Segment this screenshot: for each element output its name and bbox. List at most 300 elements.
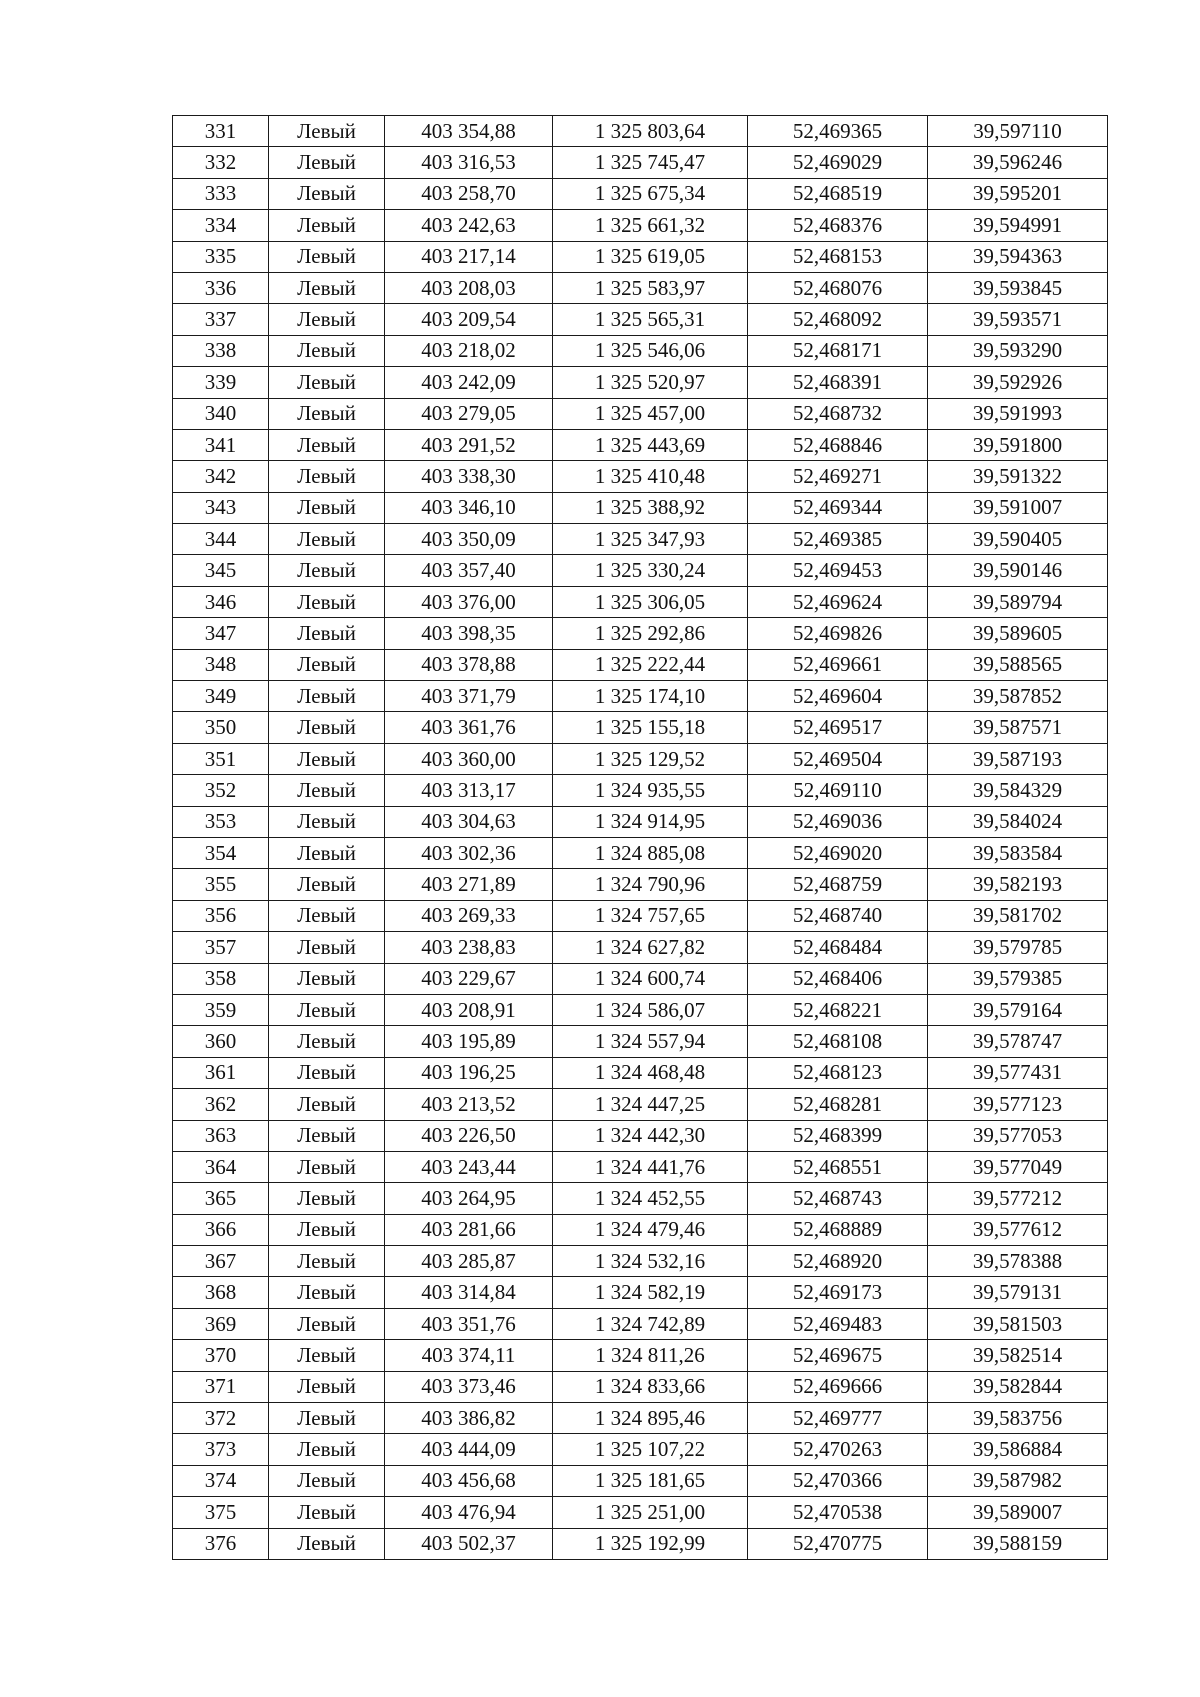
table-row bbox=[173, 1434, 1108, 1465]
x-coordinate-cell: 403 376,00 bbox=[385, 586, 553, 617]
side-cell: Левый bbox=[269, 963, 385, 994]
table-row bbox=[173, 1465, 1108, 1496]
point-number-cell: 349 bbox=[173, 681, 269, 712]
longitude-cell: 39,593571 bbox=[928, 304, 1108, 335]
latitude-cell: 52,469385 bbox=[748, 524, 928, 555]
x-coordinate-cell: 403 350,09 bbox=[385, 524, 553, 555]
y-coordinate-cell: 1 325 619,05 bbox=[553, 241, 748, 272]
table-row bbox=[173, 932, 1108, 963]
point-number-cell: 355 bbox=[173, 869, 269, 900]
point-number-cell: 335 bbox=[173, 241, 269, 272]
x-coordinate-cell: 403 213,52 bbox=[385, 1089, 553, 1120]
x-coordinate-cell: 403 314,84 bbox=[385, 1277, 553, 1308]
x-coordinate-cell: 403 304,63 bbox=[385, 806, 553, 837]
side-cell: Левый bbox=[269, 712, 385, 743]
x-coordinate-cell: 403 229,67 bbox=[385, 963, 553, 994]
x-coordinate-cell: 403 242,63 bbox=[385, 210, 553, 241]
side-cell: Левый bbox=[269, 1057, 385, 1088]
point-number-cell: 341 bbox=[173, 429, 269, 460]
longitude-cell: 39,590146 bbox=[928, 555, 1108, 586]
point-number-cell: 362 bbox=[173, 1089, 269, 1120]
y-coordinate-cell: 1 325 174,10 bbox=[553, 681, 748, 712]
point-number-cell: 374 bbox=[173, 1465, 269, 1496]
table-row bbox=[173, 272, 1108, 303]
side-cell: Левый bbox=[269, 178, 385, 209]
side-cell: Левый bbox=[269, 1465, 385, 1496]
side-cell: Левый bbox=[269, 304, 385, 335]
y-coordinate-cell: 1 325 129,52 bbox=[553, 743, 748, 774]
side-cell: Левый bbox=[269, 743, 385, 774]
table-row bbox=[173, 743, 1108, 774]
y-coordinate-cell: 1 325 292,86 bbox=[553, 618, 748, 649]
y-coordinate-cell: 1 324 627,82 bbox=[553, 932, 748, 963]
y-coordinate-cell: 1 324 833,66 bbox=[553, 1371, 748, 1402]
y-coordinate-cell: 1 324 600,74 bbox=[553, 963, 748, 994]
y-coordinate-cell: 1 324 582,19 bbox=[553, 1277, 748, 1308]
latitude-cell: 52,468123 bbox=[748, 1057, 928, 1088]
x-coordinate-cell: 403 351,76 bbox=[385, 1308, 553, 1339]
table-row bbox=[173, 367, 1108, 398]
y-coordinate-cell: 1 325 181,65 bbox=[553, 1465, 748, 1496]
y-coordinate-cell: 1 324 895,46 bbox=[553, 1403, 748, 1434]
y-coordinate-cell: 1 325 222,44 bbox=[553, 649, 748, 680]
longitude-cell: 39,579385 bbox=[928, 963, 1108, 994]
y-coordinate-cell: 1 325 661,32 bbox=[553, 210, 748, 241]
table-row bbox=[173, 775, 1108, 806]
coordinates-table bbox=[172, 115, 1108, 1560]
x-coordinate-cell: 403 456,68 bbox=[385, 1465, 553, 1496]
table-row bbox=[173, 304, 1108, 335]
longitude-cell: 39,577053 bbox=[928, 1120, 1108, 1151]
latitude-cell: 52,469453 bbox=[748, 555, 928, 586]
point-number-cell: 366 bbox=[173, 1214, 269, 1245]
point-number-cell: 370 bbox=[173, 1340, 269, 1371]
point-number-cell: 371 bbox=[173, 1371, 269, 1402]
longitude-cell: 39,587193 bbox=[928, 743, 1108, 774]
latitude-cell: 52,469777 bbox=[748, 1403, 928, 1434]
point-number-cell: 354 bbox=[173, 837, 269, 868]
table-row bbox=[173, 837, 1108, 868]
side-cell: Левый bbox=[269, 586, 385, 617]
longitude-cell: 39,586884 bbox=[928, 1434, 1108, 1465]
point-number-cell: 345 bbox=[173, 555, 269, 586]
x-coordinate-cell: 403 291,52 bbox=[385, 429, 553, 460]
longitude-cell: 39,589605 bbox=[928, 618, 1108, 649]
latitude-cell: 52,468153 bbox=[748, 241, 928, 272]
x-coordinate-cell: 403 242,09 bbox=[385, 367, 553, 398]
point-number-cell: 342 bbox=[173, 461, 269, 492]
side-cell: Левый bbox=[269, 869, 385, 900]
x-coordinate-cell: 403 313,17 bbox=[385, 775, 553, 806]
y-coordinate-cell: 1 325 443,69 bbox=[553, 429, 748, 460]
side-cell: Левый bbox=[269, 1026, 385, 1057]
side-cell: Левый bbox=[269, 681, 385, 712]
side-cell: Левый bbox=[269, 1308, 385, 1339]
table-row bbox=[173, 178, 1108, 209]
side-cell: Левый bbox=[269, 1277, 385, 1308]
side-cell: Левый bbox=[269, 116, 385, 147]
longitude-cell: 39,577431 bbox=[928, 1057, 1108, 1088]
y-coordinate-cell: 1 325 583,97 bbox=[553, 272, 748, 303]
table-row bbox=[173, 241, 1108, 272]
y-coordinate-cell: 1 325 306,05 bbox=[553, 586, 748, 617]
point-number-cell: 368 bbox=[173, 1277, 269, 1308]
table-row bbox=[173, 1026, 1108, 1057]
longitude-cell: 39,581702 bbox=[928, 900, 1108, 931]
y-coordinate-cell: 1 325 457,00 bbox=[553, 398, 748, 429]
latitude-cell: 52,468108 bbox=[748, 1026, 928, 1057]
coordinates-table-body bbox=[173, 116, 1108, 1560]
latitude-cell: 52,468740 bbox=[748, 900, 928, 931]
side-cell: Левый bbox=[269, 837, 385, 868]
x-coordinate-cell: 403 238,83 bbox=[385, 932, 553, 963]
x-coordinate-cell: 403 361,76 bbox=[385, 712, 553, 743]
side-cell: Левый bbox=[269, 932, 385, 963]
table-row bbox=[173, 806, 1108, 837]
point-number-cell: 369 bbox=[173, 1308, 269, 1339]
side-cell: Левый bbox=[269, 1089, 385, 1120]
side-cell: Левый bbox=[269, 1403, 385, 1434]
y-coordinate-cell: 1 325 410,48 bbox=[553, 461, 748, 492]
y-coordinate-cell: 1 325 803,64 bbox=[553, 116, 748, 147]
latitude-cell: 52,469604 bbox=[748, 681, 928, 712]
x-coordinate-cell: 403 398,35 bbox=[385, 618, 553, 649]
y-coordinate-cell: 1 325 330,24 bbox=[553, 555, 748, 586]
table-row bbox=[173, 681, 1108, 712]
x-coordinate-cell: 403 302,36 bbox=[385, 837, 553, 868]
point-number-cell: 332 bbox=[173, 147, 269, 178]
y-coordinate-cell: 1 325 251,00 bbox=[553, 1497, 748, 1528]
x-coordinate-cell: 403 346,10 bbox=[385, 492, 553, 523]
x-coordinate-cell: 403 357,40 bbox=[385, 555, 553, 586]
latitude-cell: 52,469675 bbox=[748, 1340, 928, 1371]
side-cell: Левый bbox=[269, 1120, 385, 1151]
longitude-cell: 39,591322 bbox=[928, 461, 1108, 492]
latitude-cell: 52,469365 bbox=[748, 116, 928, 147]
longitude-cell: 39,588159 bbox=[928, 1528, 1108, 1559]
longitude-cell: 39,587852 bbox=[928, 681, 1108, 712]
y-coordinate-cell: 1 324 557,94 bbox=[553, 1026, 748, 1057]
longitude-cell: 39,578388 bbox=[928, 1246, 1108, 1277]
longitude-cell: 39,593290 bbox=[928, 335, 1108, 366]
longitude-cell: 39,582514 bbox=[928, 1340, 1108, 1371]
x-coordinate-cell: 403 271,89 bbox=[385, 869, 553, 900]
longitude-cell: 39,591993 bbox=[928, 398, 1108, 429]
table-row bbox=[173, 429, 1108, 460]
table-row bbox=[173, 618, 1108, 649]
longitude-cell: 39,584024 bbox=[928, 806, 1108, 837]
y-coordinate-cell: 1 325 546,06 bbox=[553, 335, 748, 366]
point-number-cell: 360 bbox=[173, 1026, 269, 1057]
latitude-cell: 52,469624 bbox=[748, 586, 928, 617]
x-coordinate-cell: 403 208,03 bbox=[385, 272, 553, 303]
x-coordinate-cell: 403 217,14 bbox=[385, 241, 553, 272]
latitude-cell: 52,469029 bbox=[748, 147, 928, 178]
point-number-cell: 375 bbox=[173, 1497, 269, 1528]
y-coordinate-cell: 1 324 914,95 bbox=[553, 806, 748, 837]
x-coordinate-cell: 403 444,09 bbox=[385, 1434, 553, 1465]
side-cell: Левый bbox=[269, 775, 385, 806]
y-coordinate-cell: 1 324 935,55 bbox=[553, 775, 748, 806]
point-number-cell: 356 bbox=[173, 900, 269, 931]
longitude-cell: 39,589007 bbox=[928, 1497, 1108, 1528]
x-coordinate-cell: 403 285,87 bbox=[385, 1246, 553, 1277]
longitude-cell: 39,578747 bbox=[928, 1026, 1108, 1057]
side-cell: Левый bbox=[269, 1340, 385, 1371]
latitude-cell: 52,468076 bbox=[748, 272, 928, 303]
side-cell: Левый bbox=[269, 1434, 385, 1465]
table-row bbox=[173, 963, 1108, 994]
x-coordinate-cell: 403 279,05 bbox=[385, 398, 553, 429]
side-cell: Левый bbox=[269, 618, 385, 649]
side-cell: Левый bbox=[269, 1151, 385, 1182]
longitude-cell: 39,594991 bbox=[928, 210, 1108, 241]
point-number-cell: 334 bbox=[173, 210, 269, 241]
point-number-cell: 350 bbox=[173, 712, 269, 743]
x-coordinate-cell: 403 338,30 bbox=[385, 461, 553, 492]
latitude-cell: 52,468920 bbox=[748, 1246, 928, 1277]
point-number-cell: 365 bbox=[173, 1183, 269, 1214]
longitude-cell: 39,593845 bbox=[928, 272, 1108, 303]
longitude-cell: 39,581503 bbox=[928, 1308, 1108, 1339]
side-cell: Левый bbox=[269, 272, 385, 303]
side-cell: Левый bbox=[269, 524, 385, 555]
latitude-cell: 52,468399 bbox=[748, 1120, 928, 1151]
table-row bbox=[173, 1308, 1108, 1339]
x-coordinate-cell: 403 264,95 bbox=[385, 1183, 553, 1214]
side-cell: Левый bbox=[269, 1183, 385, 1214]
point-number-cell: 359 bbox=[173, 994, 269, 1025]
y-coordinate-cell: 1 325 192,99 bbox=[553, 1528, 748, 1559]
y-coordinate-cell: 1 324 757,65 bbox=[553, 900, 748, 931]
side-cell: Левый bbox=[269, 555, 385, 586]
x-coordinate-cell: 403 316,53 bbox=[385, 147, 553, 178]
latitude-cell: 52,468759 bbox=[748, 869, 928, 900]
side-cell: Левый bbox=[269, 900, 385, 931]
latitude-cell: 52,470263 bbox=[748, 1434, 928, 1465]
latitude-cell: 52,468519 bbox=[748, 178, 928, 209]
x-coordinate-cell: 403 502,37 bbox=[385, 1528, 553, 1559]
table-row bbox=[173, 524, 1108, 555]
latitude-cell: 52,468484 bbox=[748, 932, 928, 963]
latitude-cell: 52,470538 bbox=[748, 1497, 928, 1528]
table-row bbox=[173, 1183, 1108, 1214]
x-coordinate-cell: 403 374,11 bbox=[385, 1340, 553, 1371]
table-row bbox=[173, 649, 1108, 680]
table-row bbox=[173, 335, 1108, 366]
table-row bbox=[173, 994, 1108, 1025]
table-row bbox=[173, 869, 1108, 900]
y-coordinate-cell: 1 325 155,18 bbox=[553, 712, 748, 743]
side-cell: Левый bbox=[269, 147, 385, 178]
y-coordinate-cell: 1 325 675,34 bbox=[553, 178, 748, 209]
latitude-cell: 52,468889 bbox=[748, 1214, 928, 1245]
latitude-cell: 52,468732 bbox=[748, 398, 928, 429]
point-number-cell: 344 bbox=[173, 524, 269, 555]
longitude-cell: 39,590405 bbox=[928, 524, 1108, 555]
latitude-cell: 52,469173 bbox=[748, 1277, 928, 1308]
y-coordinate-cell: 1 324 532,16 bbox=[553, 1246, 748, 1277]
point-number-cell: 367 bbox=[173, 1246, 269, 1277]
longitude-cell: 39,591007 bbox=[928, 492, 1108, 523]
side-cell: Левый bbox=[269, 1528, 385, 1559]
latitude-cell: 52,468551 bbox=[748, 1151, 928, 1182]
y-coordinate-cell: 1 324 790,96 bbox=[553, 869, 748, 900]
longitude-cell: 39,588565 bbox=[928, 649, 1108, 680]
table-row bbox=[173, 1246, 1108, 1277]
x-coordinate-cell: 403 208,91 bbox=[385, 994, 553, 1025]
y-coordinate-cell: 1 324 452,55 bbox=[553, 1183, 748, 1214]
x-coordinate-cell: 403 378,88 bbox=[385, 649, 553, 680]
point-number-cell: 333 bbox=[173, 178, 269, 209]
table-row bbox=[173, 1277, 1108, 1308]
longitude-cell: 39,579164 bbox=[928, 994, 1108, 1025]
y-coordinate-cell: 1 324 811,26 bbox=[553, 1340, 748, 1371]
point-number-cell: 346 bbox=[173, 586, 269, 617]
side-cell: Левый bbox=[269, 994, 385, 1025]
y-coordinate-cell: 1 324 447,25 bbox=[553, 1089, 748, 1120]
side-cell: Левый bbox=[269, 335, 385, 366]
table-row bbox=[173, 1089, 1108, 1120]
point-number-cell: 358 bbox=[173, 963, 269, 994]
latitude-cell: 52,469661 bbox=[748, 649, 928, 680]
y-coordinate-cell: 1 325 565,31 bbox=[553, 304, 748, 335]
side-cell: Левый bbox=[269, 429, 385, 460]
table-row bbox=[173, 1497, 1108, 1528]
longitude-cell: 39,583584 bbox=[928, 837, 1108, 868]
latitude-cell: 52,469666 bbox=[748, 1371, 928, 1402]
longitude-cell: 39,595201 bbox=[928, 178, 1108, 209]
side-cell: Левый bbox=[269, 806, 385, 837]
table-row bbox=[173, 116, 1108, 147]
longitude-cell: 39,577612 bbox=[928, 1214, 1108, 1245]
x-coordinate-cell: 403 269,33 bbox=[385, 900, 553, 931]
longitude-cell: 39,596246 bbox=[928, 147, 1108, 178]
point-number-cell: 361 bbox=[173, 1057, 269, 1088]
latitude-cell: 52,468281 bbox=[748, 1089, 928, 1120]
point-number-cell: 363 bbox=[173, 1120, 269, 1151]
x-coordinate-cell: 403 243,44 bbox=[385, 1151, 553, 1182]
table-row bbox=[173, 555, 1108, 586]
latitude-cell: 52,468743 bbox=[748, 1183, 928, 1214]
table-row bbox=[173, 461, 1108, 492]
longitude-cell: 39,584329 bbox=[928, 775, 1108, 806]
x-coordinate-cell: 403 258,70 bbox=[385, 178, 553, 209]
latitude-cell: 52,469110 bbox=[748, 775, 928, 806]
point-number-cell: 348 bbox=[173, 649, 269, 680]
latitude-cell: 52,470366 bbox=[748, 1465, 928, 1496]
longitude-cell: 39,577049 bbox=[928, 1151, 1108, 1182]
y-coordinate-cell: 1 324 441,76 bbox=[553, 1151, 748, 1182]
latitude-cell: 52,468406 bbox=[748, 963, 928, 994]
table-row bbox=[173, 1151, 1108, 1182]
point-number-cell: 357 bbox=[173, 932, 269, 963]
point-number-cell: 338 bbox=[173, 335, 269, 366]
longitude-cell: 39,587982 bbox=[928, 1465, 1108, 1496]
point-number-cell: 331 bbox=[173, 116, 269, 147]
point-number-cell: 339 bbox=[173, 367, 269, 398]
table-row bbox=[173, 492, 1108, 523]
x-coordinate-cell: 403 354,88 bbox=[385, 116, 553, 147]
longitude-cell: 39,587571 bbox=[928, 712, 1108, 743]
side-cell: Левый bbox=[269, 1246, 385, 1277]
latitude-cell: 52,469504 bbox=[748, 743, 928, 774]
table-row bbox=[173, 1120, 1108, 1151]
point-number-cell: 343 bbox=[173, 492, 269, 523]
longitude-cell: 39,594363 bbox=[928, 241, 1108, 272]
side-cell: Левый bbox=[269, 210, 385, 241]
longitude-cell: 39,577123 bbox=[928, 1089, 1108, 1120]
y-coordinate-cell: 1 324 442,30 bbox=[553, 1120, 748, 1151]
table-row bbox=[173, 210, 1108, 241]
y-coordinate-cell: 1 325 107,22 bbox=[553, 1434, 748, 1465]
y-coordinate-cell: 1 325 520,97 bbox=[553, 367, 748, 398]
latitude-cell: 52,468171 bbox=[748, 335, 928, 366]
side-cell: Левый bbox=[269, 1497, 385, 1528]
table-row bbox=[173, 398, 1108, 429]
side-cell: Левый bbox=[269, 398, 385, 429]
x-coordinate-cell: 403 476,94 bbox=[385, 1497, 553, 1528]
longitude-cell: 39,591800 bbox=[928, 429, 1108, 460]
point-number-cell: 336 bbox=[173, 272, 269, 303]
side-cell: Левый bbox=[269, 1214, 385, 1245]
point-number-cell: 347 bbox=[173, 618, 269, 649]
latitude-cell: 52,468391 bbox=[748, 367, 928, 398]
x-coordinate-cell: 403 195,89 bbox=[385, 1026, 553, 1057]
table-row bbox=[173, 1340, 1108, 1371]
point-number-cell: 373 bbox=[173, 1434, 269, 1465]
x-coordinate-cell: 403 209,54 bbox=[385, 304, 553, 335]
table-row bbox=[173, 586, 1108, 617]
side-cell: Левый bbox=[269, 461, 385, 492]
point-number-cell: 340 bbox=[173, 398, 269, 429]
y-coordinate-cell: 1 324 885,08 bbox=[553, 837, 748, 868]
y-coordinate-cell: 1 324 742,89 bbox=[553, 1308, 748, 1339]
longitude-cell: 39,582193 bbox=[928, 869, 1108, 900]
table-row bbox=[173, 1371, 1108, 1402]
latitude-cell: 52,469517 bbox=[748, 712, 928, 743]
y-coordinate-cell: 1 325 347,93 bbox=[553, 524, 748, 555]
side-cell: Левый bbox=[269, 649, 385, 680]
latitude-cell: 52,469036 bbox=[748, 806, 928, 837]
latitude-cell: 52,470775 bbox=[748, 1528, 928, 1559]
point-number-cell: 352 bbox=[173, 775, 269, 806]
table-row bbox=[173, 1403, 1108, 1434]
y-coordinate-cell: 1 324 468,48 bbox=[553, 1057, 748, 1088]
longitude-cell: 39,577212 bbox=[928, 1183, 1108, 1214]
longitude-cell: 39,592926 bbox=[928, 367, 1108, 398]
latitude-cell: 52,469020 bbox=[748, 837, 928, 868]
table-row bbox=[173, 1057, 1108, 1088]
side-cell: Левый bbox=[269, 492, 385, 523]
table-row bbox=[173, 1528, 1108, 1559]
latitude-cell: 52,469826 bbox=[748, 618, 928, 649]
y-coordinate-cell: 1 325 745,47 bbox=[553, 147, 748, 178]
x-coordinate-cell: 403 281,66 bbox=[385, 1214, 553, 1245]
table-row bbox=[173, 1214, 1108, 1245]
longitude-cell: 39,583756 bbox=[928, 1403, 1108, 1434]
latitude-cell: 52,469271 bbox=[748, 461, 928, 492]
point-number-cell: 372 bbox=[173, 1403, 269, 1434]
y-coordinate-cell: 1 324 479,46 bbox=[553, 1214, 748, 1245]
y-coordinate-cell: 1 324 586,07 bbox=[553, 994, 748, 1025]
point-number-cell: 337 bbox=[173, 304, 269, 335]
latitude-cell: 52,469483 bbox=[748, 1308, 928, 1339]
longitude-cell: 39,597110 bbox=[928, 116, 1108, 147]
latitude-cell: 52,468221 bbox=[748, 994, 928, 1025]
point-number-cell: 353 bbox=[173, 806, 269, 837]
latitude-cell: 52,469344 bbox=[748, 492, 928, 523]
